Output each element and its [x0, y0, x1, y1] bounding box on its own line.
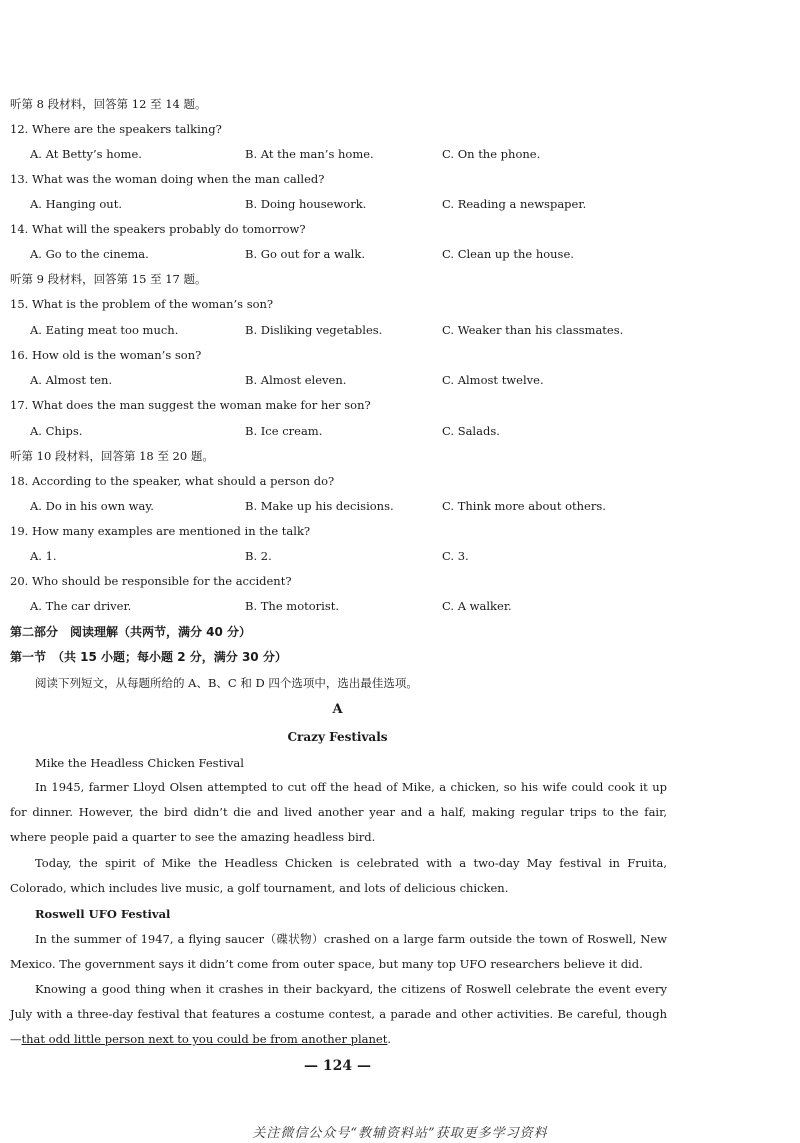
option-b: B. Almost eleven. — [245, 373, 347, 387]
question-13: 13. What was the woman doing when the man called? — [10, 172, 325, 186]
option-c: C. On the phone. — [442, 147, 541, 161]
part-title: 第二部分 阅读理解（共两节，满分 40 分） — [10, 625, 252, 639]
option-c: C. Almost twelve. — [442, 373, 544, 387]
page-number: — 124 — — [304, 1058, 371, 1074]
option-b: B. Disliking vegetables. — [245, 323, 383, 337]
section-title: 第一节 （共 15 小题；每小题 2 分，满分 30 分） — [10, 650, 287, 664]
paragraph-text: Knowing a good thing when it crashes in their backyard, the citizens of Roswell celebrate the event every July with a three-day festival that features a costume contest, a parade and other activities. Be careful, though— — [10, 982, 667, 1046]
question-20: 20. Who should be responsible for the accident? — [10, 574, 292, 588]
option-a: A. Eating meat too much. — [30, 323, 179, 337]
option-c: C. Weaker than his classmates. — [442, 323, 624, 337]
passage-letter: A — [332, 702, 343, 717]
paragraph — [10, 977, 667, 1052]
question-16: 16. How old is the woman’s son? — [10, 348, 202, 362]
section-header: 听第 10 段材料，回答第 18 至 20 题。 — [10, 449, 214, 463]
paragraph: Today, the spirit of Mike the Headless Chicken is celebrated with a two-day May festival in Fruita, Colorado, which includes live music, a golf tournament, and lots of delicious chicken. — [10, 856, 667, 895]
option-a: A. Hanging out. — [30, 197, 122, 211]
option-b: B. The motorist. — [245, 599, 340, 613]
option-b: B. Go out for a walk. — [245, 247, 365, 261]
question-18: 18. According to the speaker, what should a person do? — [10, 474, 335, 488]
question-17: 17. What does the man suggest the woman make for her son? — [10, 398, 371, 412]
option-c: C. 3. — [442, 549, 469, 563]
paragraph: In 1945, farmer Lloyd Olsen attempted to cut off the head of Mike, a chicken, so his wife could cook it up for dinner. However, the bird didn’t die and lived another year and a half, making regular trips to the fair, where people paid a quarter to see the amazing headless bird. — [10, 780, 667, 844]
option-b: B. Ice cream. — [245, 424, 323, 438]
question-14: 14. What will the speakers probably do tomorrow? — [10, 222, 306, 236]
subheading: Roswell UFO Festival — [35, 907, 171, 921]
option-a: A. The car driver. — [30, 599, 132, 613]
question-19: 19. How many examples are mentioned in the talk? — [10, 524, 311, 538]
instruction: 阅读下列短文，从每题所给的 A、B、C 和 D 四个选项中，选出最佳选项。 — [35, 676, 418, 690]
option-a: A. Go to the cinema. — [30, 247, 149, 261]
option-a: A. Do in his own way. — [30, 499, 154, 513]
underlined-text: that odd little person next to you could be from another planet — [21, 1032, 388, 1046]
section-header: 听第 8 段材料，回答第 12 至 14 题。 — [10, 97, 207, 111]
question-15: 15. What is the problem of the woman’s son? — [10, 297, 274, 311]
option-c: C. Clean up the house. — [442, 247, 574, 261]
paragraph: In the summer of 1947, a flying saucer（碟状物）crashed on a large farm outside the town of Roswell, New Mexico. The government says it didn’t come from outer space, but many top UFO researchers believe it did. — [10, 932, 667, 971]
subheading: Mike the Headless Chicken Festival — [35, 756, 244, 770]
paragraph-end: . — [387, 1032, 391, 1046]
question-12: 12. Where are the speakers talking? — [10, 122, 222, 136]
option-c: C. Think more about others. — [442, 499, 606, 513]
option-c: C. Reading a newspaper. — [442, 197, 587, 211]
option-b: B. 2. — [245, 549, 272, 563]
option-a: A. Almost ten. — [30, 373, 113, 387]
option-b: B. At the man’s home. — [245, 147, 374, 161]
option-c: C. Salads. — [442, 424, 500, 438]
option-b: B. Doing housework. — [245, 197, 367, 211]
section-header: 听第 9 段材料，回答第 15 至 17 题。 — [10, 272, 207, 286]
option-c: C. A walker. — [442, 599, 512, 613]
footer-note: 关注微信公众号“教辅资料站”获取更多学习资料 — [252, 1126, 548, 1141]
option-a: A. Chips. — [30, 424, 83, 438]
option-a: A. 1. — [30, 549, 57, 563]
option-b: B. Make up his decisions. — [245, 499, 394, 513]
passage-title: Crazy Festivals — [287, 730, 388, 744]
option-a: A. At Betty’s home. — [30, 147, 142, 161]
